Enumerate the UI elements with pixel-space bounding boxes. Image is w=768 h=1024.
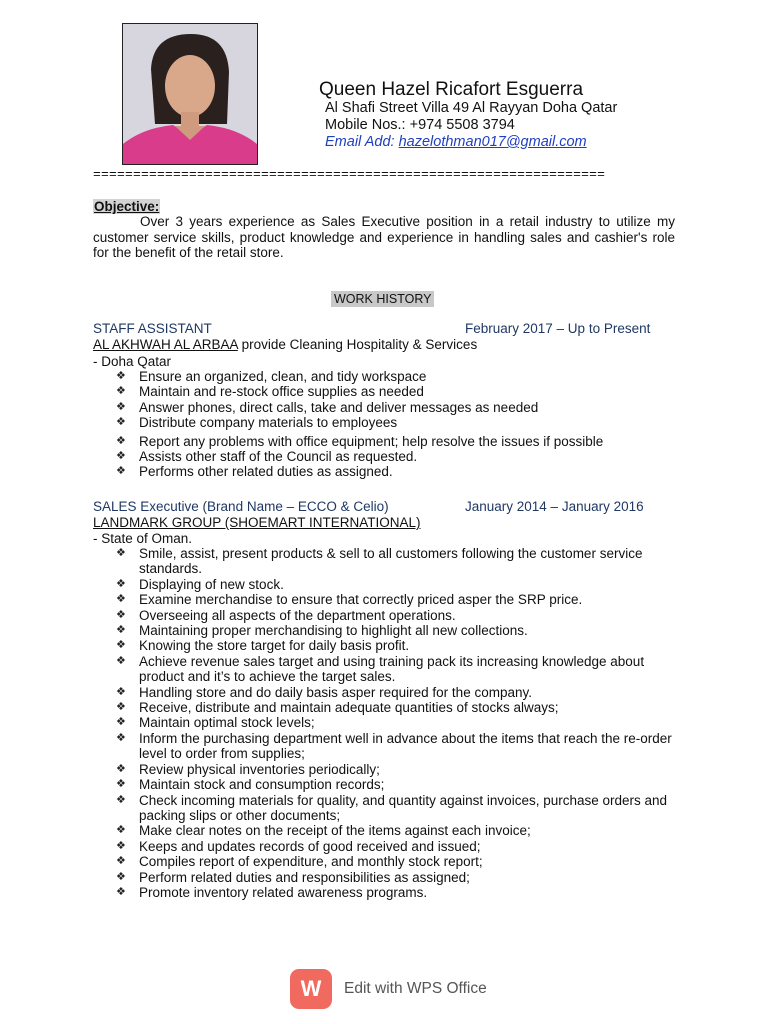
diamond-bullet-icon: ❖ [116, 624, 126, 637]
duty-item: ❖ Keeps and updates records of good received and issued; [116, 838, 481, 854]
duties-list [116, 546, 676, 900]
duty-item: ❖ Maintain optimal stock levels; [116, 715, 315, 731]
candidate-name: Queen Hazel Ricafort Esguerra [319, 79, 584, 100]
duty-item: ❖ Check incoming materials for quality, and quantity against invoices, purchase orders and packing slips or other documents; [116, 792, 668, 823]
duty-item: ❖ Handling store and do daily basis asper required for the company. [116, 684, 532, 700]
objective-text: Over 3 years experience as Sales Executive position in a retail industry to utilize my customer service skills, product knowledge and experience in handling sales and cashier's role for the benefit of the retail store. [93, 214, 675, 260]
diamond-bullet-icon: ❖ [116, 824, 126, 837]
duty-item: ❖ Make clear notes on the receipt of the items against each invoice; [116, 823, 531, 839]
duty-item: ❖ Promote inventory related awareness programs. [116, 884, 428, 900]
diamond-bullet-icon: ❖ [116, 385, 126, 398]
diamond-bullet-icon: ❖ [116, 731, 126, 744]
diamond-bullet-icon: ❖ [116, 701, 126, 714]
diamond-bullet-icon: ❖ [116, 654, 126, 667]
company-name: LANDMARK GROUP (SHOEMART INTERNATIONAL) [93, 515, 421, 530]
diamond-bullet-icon: ❖ [116, 839, 126, 852]
duty-item: ❖ Ensure an organized, clean, and tidy workspace [116, 369, 427, 384]
diamond-bullet-icon: ❖ [116, 685, 126, 698]
duty-item: ❖ Achieve revenue sales target and using training pack its increasing knowledge about product and it’s to achieve the target sales. [116, 653, 645, 685]
edit-with-wps-link[interactable]: Edit with WPS Office [344, 980, 487, 997]
duty-item: ❖ Knowing the store target for daily basis profit. [116, 638, 410, 654]
diamond-bullet-icon: ❖ [116, 593, 126, 606]
diamond-bullet-icon: ❖ [116, 547, 126, 559]
duty-item: ❖ Overseeing all aspects of the department operations. [116, 607, 456, 623]
email-label: Email Add: [325, 134, 399, 150]
duty-item: ❖ Answer phones, direct calls, take and deliver messages as needed [116, 399, 539, 415]
duty-item: ❖ Assists other staff of the Council as requested. [116, 449, 418, 465]
separator-rule: ================================================================ [93, 167, 606, 182]
duty-item: ❖ Inform the purchasing department well in advance about the items that reach the re-order level to order from supplies; [116, 730, 672, 762]
diamond-bullet-icon: ❖ [116, 762, 126, 775]
email-line [325, 134, 587, 150]
duty-item: ❖ Receive, distribute and maintain adequate quantities of stocks always; [116, 700, 559, 716]
duty-item: ❖ Smile, assist, present products & sell to all customers following the customer service standards. [116, 546, 643, 577]
duty-item: ❖ Review physical inventories periodically; [116, 761, 380, 777]
company-name: AL AKHWAH AL ARBAA [93, 337, 238, 352]
company-line [93, 515, 421, 530]
diamond-bullet-icon: ❖ [116, 434, 126, 447]
job-title: SALES Executive (Brand Name – ECCO & Celio) [93, 499, 389, 514]
duty-item: ❖ Performs other related duties as assigned. [116, 464, 393, 480]
diamond-bullet-icon: ❖ [116, 465, 126, 478]
job-location: - Doha Qatar [93, 354, 172, 369]
duty-item: ❖ Maintaining proper merchandising to highlight all new collections. [116, 623, 528, 639]
objective-label: Objective: [94, 199, 160, 214]
company-description: provide Cleaning Hospitality & Services [237, 337, 478, 352]
duty-item: ❖ Report any problems with office equipment; help resolve the issues if possible [116, 433, 604, 449]
diamond-bullet-icon: ❖ [116, 400, 126, 413]
mobile-number: Mobile Nos.: +974 5508 3794 [325, 117, 515, 133]
diamond-bullet-icon: ❖ [116, 370, 126, 382]
company-line [93, 337, 477, 352]
person-photo-icon [123, 24, 257, 164]
duty-item: ❖ Distribute company materials to employees [116, 415, 398, 431]
diamond-bullet-icon: ❖ [116, 870, 126, 883]
diamond-bullet-icon: ❖ [116, 716, 126, 729]
duties-list [116, 369, 676, 480]
job-location: - State of Oman. [93, 531, 193, 546]
diamond-bullet-icon: ❖ [116, 450, 126, 463]
job-dates: February 2017 – Up to Present [465, 321, 651, 336]
work-history-heading: WORK HISTORY [331, 291, 434, 307]
profile-photo [122, 23, 258, 165]
diamond-bullet-icon: ❖ [116, 608, 126, 621]
diamond-bullet-icon: ❖ [116, 577, 126, 590]
duty-item: ❖ Compiles report of expenditure, and monthly stock report; [116, 854, 483, 870]
duty-item: ❖ Examine merchandise to ensure that correctly priced asper the SRP price. [116, 592, 583, 608]
job-title: STAFF ASSISTANT [93, 321, 212, 336]
diamond-bullet-icon: ❖ [116, 793, 126, 806]
diamond-bullet-icon: ❖ [116, 416, 126, 429]
job-dates: January 2014 – January 2016 [465, 499, 644, 514]
diamond-bullet-icon: ❖ [116, 778, 126, 791]
diamond-bullet-icon: ❖ [116, 639, 126, 652]
duty-item: ❖ Displaying of new stock. [116, 576, 284, 592]
address: Al Shafi Street Villa 49 Al Rayyan Doha Qatar [325, 100, 618, 116]
duty-item: ❖ Perform related duties and responsibilities as assigned; [116, 869, 470, 885]
email-link[interactable]: hazelothman017@gmail.com [398, 134, 587, 150]
diamond-bullet-icon: ❖ [116, 885, 126, 898]
diamond-bullet-icon: ❖ [116, 855, 126, 868]
duty-item: ❖ Maintain stock and consumption records; [116, 777, 385, 793]
duty-item: ❖ Maintain and re-stock office supplies as needed [116, 384, 424, 400]
wps-logo-icon[interactable]: W [290, 969, 332, 1009]
